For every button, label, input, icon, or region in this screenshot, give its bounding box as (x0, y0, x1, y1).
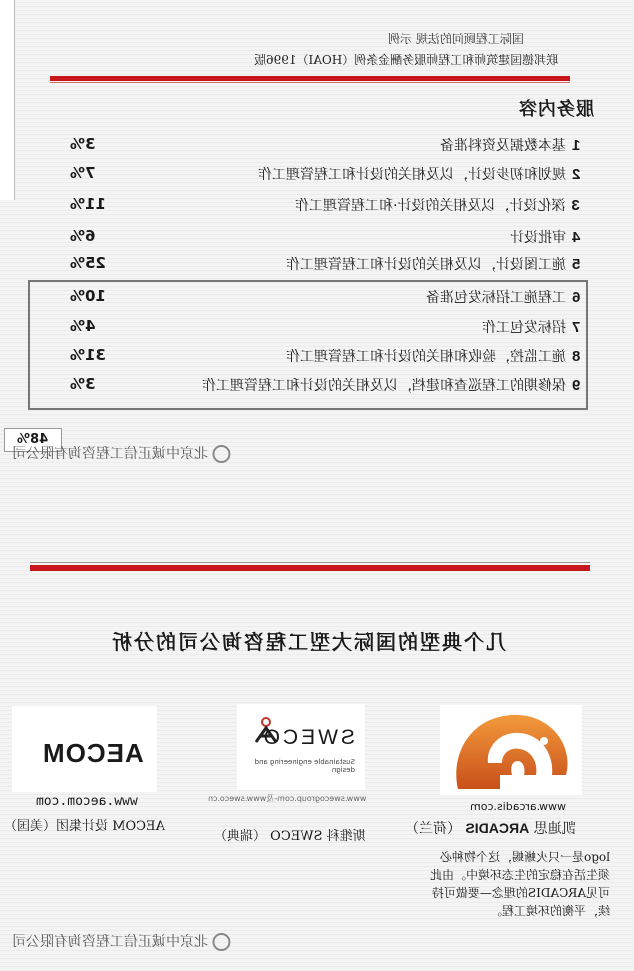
service-percent: 3% (70, 375, 96, 393)
service-text (440, 135, 580, 155)
service-label: 工程施工招标发包准备 (425, 290, 566, 306)
service-row (60, 227, 580, 251)
service-number: 4 (571, 229, 580, 246)
service-text (510, 227, 580, 247)
aecom-caption: AECOM 设计集团（美国） (4, 819, 165, 834)
aecom-logo-card (12, 706, 157, 792)
service-text (286, 254, 580, 274)
mid-red-divider (30, 565, 590, 571)
watermark-logo-icon (212, 933, 230, 951)
service-row (60, 135, 580, 159)
aecom-logo: AECOM (42, 738, 144, 768)
service-text (295, 195, 580, 215)
arcadis-url: www.arcadis.com (470, 800, 567, 813)
service-number: 6 (571, 289, 580, 306)
sweco-logo-card (237, 704, 365, 790)
sweco-tagline: Sustainable engineering and design (254, 758, 355, 774)
service-percent: 25% (70, 254, 106, 272)
service-percent: 11% (70, 195, 106, 213)
service-number: 8 (571, 348, 580, 365)
service-label: 基本数据及资料准备 (439, 138, 566, 154)
sweco-logo: SWECO (260, 726, 355, 749)
service-row (60, 287, 580, 311)
service-percent: 4% (70, 317, 96, 335)
service-label: 深化设计，以及相关的设计·和工程管理工作 (295, 198, 566, 214)
service-label: 规划和初步设计，以及相关的设计和工程管理工作 (257, 167, 566, 183)
service-text (202, 375, 580, 395)
left-panel-edge (0, 0, 15, 200)
service-text (426, 287, 580, 307)
watermark-logo-icon (212, 445, 230, 463)
service-text (286, 346, 580, 366)
sweco-caption: 斯维科 SWECO （瑞典） (214, 829, 366, 844)
watermark-top: 北京中诚正信工程咨询有限公司 (12, 443, 236, 463)
service-row (60, 375, 580, 399)
service-label: 保修期的工程巡查和建档，以及相关的设计和工程管理工作 (201, 378, 566, 394)
service-percent: 10% (70, 287, 106, 305)
watermark-bottom: 北京中诚正信工程咨询有限公司 (12, 931, 236, 951)
service-row (60, 254, 580, 278)
service-text (258, 164, 580, 184)
service-row (60, 317, 580, 341)
top-red-divider (50, 76, 570, 81)
service-text (482, 317, 580, 337)
service-number: 9 (571, 377, 580, 394)
service-number: 3 (571, 197, 580, 214)
service-row (60, 164, 580, 188)
aecom-url: www.aecom.com (36, 794, 138, 809)
service-row (60, 195, 580, 219)
arcadis-salamander-icon (440, 705, 582, 795)
service-percent: 31% (70, 346, 106, 364)
service-label: 招标发包工作 (481, 320, 566, 336)
section-title: 服务内容 (518, 99, 594, 120)
service-number: 2 (571, 166, 580, 183)
arcadis-caption: 凯迪思 ARCADIS （荷兰） (405, 820, 576, 837)
service-label: 施工图设计，以及相关的设计和工程管理工作 (285, 257, 566, 273)
service-row (60, 346, 580, 370)
slide-header-line1: 国际工程顾问的法规 示例 (388, 32, 524, 46)
arcadis-description: logo是一只火蜥蜴，这个物种必须生活在稳定的生态环境中。由此可见ARCADIS的理念—要做可持续，平衡的环境工程。 (429, 850, 610, 918)
service-number: 1 (571, 137, 580, 154)
service-label: 审批设计 (509, 230, 566, 246)
service-number: 5 (571, 256, 580, 273)
service-number: 7 (571, 319, 580, 336)
service-label: 施工监控，验收和相关的设计和工程管理工作 (285, 349, 566, 365)
sweco-url: www.swecogroup.com-及www.sweco.cn (208, 794, 367, 803)
slide-header-line2: 联邦德国建筑师和工程师服务酬金条例（HOAI）1996版 (253, 53, 558, 67)
analysis-title: 几个典型的国际大型工程咨询公司的分析 (110, 630, 506, 654)
arcadis-logo-card (440, 705, 582, 795)
service-percent: 7% (70, 164, 96, 182)
service-percent: 3% (70, 135, 96, 153)
sum-badge: 48% (4, 428, 62, 452)
service-percent: 6% (70, 227, 96, 245)
